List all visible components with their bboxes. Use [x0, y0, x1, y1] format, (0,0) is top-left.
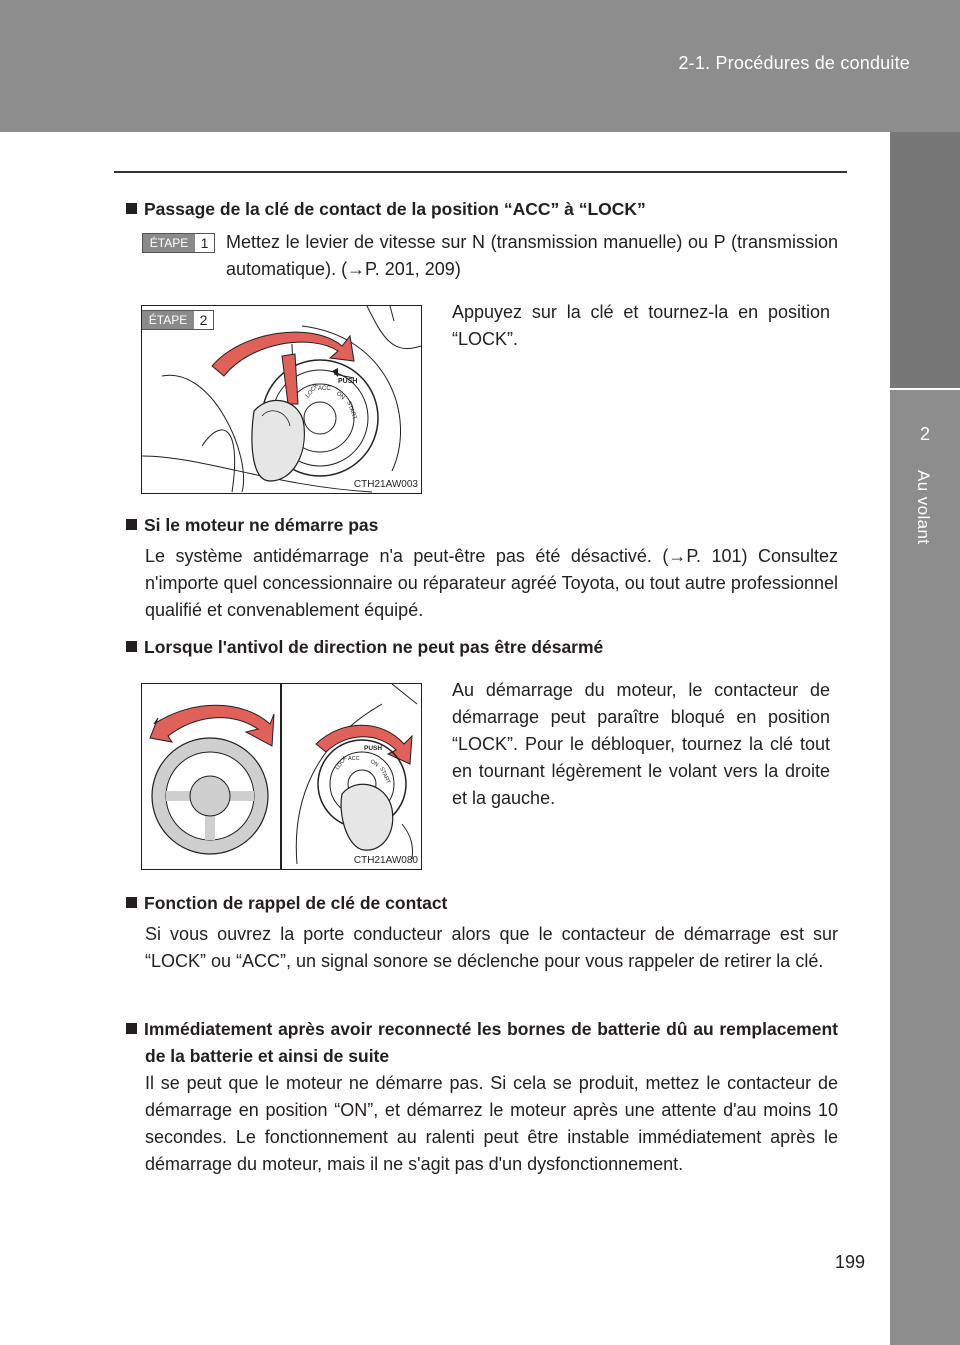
figure-steering-wheel: [141, 683, 422, 870]
bullet-square-icon: [126, 641, 137, 652]
section-heading-key-reminder: Fonction de rappel de clé de contact: [126, 893, 447, 914]
step-badge-1: ÉTAPE 1: [142, 233, 215, 253]
fig2-label-start: START: [378, 766, 392, 785]
section-body-steering-lock: Au démarrage du moteur, le contacteur de démarrage peut paraître bloqué en position “LOCK”. Pour le débloquer, tournez la clé tout en tournant légèrement le volant vers la droite et la gauche.: [452, 680, 830, 808]
fig2-label-acc: ACC: [348, 756, 360, 762]
bullet-square-icon: [126, 897, 137, 908]
step-1-text: Mettez le levier de vitesse sur N (transmission manuelle) ou P (transmission automatique). (→P. 201, 209): [226, 232, 838, 279]
fig1-label-lock: LOCK: [304, 382, 321, 400]
section-heading-battery: Immédiatement après avoir reconnecté les bornes de batterie dû au remplacement de la batterie et ainsi de suite: [126, 1016, 838, 1070]
section-heading-steering-lock: Lorsque l'antivol de direction ne peut pas être désarmé: [126, 637, 603, 658]
section-title: 2-1. Procédures de conduite: [678, 53, 910, 73]
bullet-square-icon: [126, 519, 137, 530]
fig1-label-acc: ACC: [318, 386, 331, 392]
fig2-label-push: PUSH: [364, 745, 383, 752]
step-badge-2: ÉTAPE 2: [142, 310, 214, 330]
chapter-tab: [890, 132, 960, 1345]
bullet-square-icon: [126, 203, 137, 214]
fig1-label-on: ON: [334, 390, 346, 402]
figure-code-1: CTH21AW003: [353, 479, 418, 490]
figure-key-turn: [141, 305, 422, 494]
figure-code-2: CTH21AW080: [353, 855, 418, 866]
section-body-battery: Il se peut que le moteur ne démarre pas. Si cela se produit, mettez le contacteur de démarrage en position “ON”, et démarrez le moteur après une attente d'au moins 10 secondes. Le fonctionnement au ralenti peut être instable immédiatement après le démarrage du moteur, mais il ne s'agit pas d'un dysfonctionnement.: [145, 1073, 838, 1174]
fig2-label-on: ON: [368, 758, 380, 769]
step-2-text: Appuyez sur la clé et tournez-la en position “LOCK”.: [452, 302, 830, 349]
section-heading-no-start: Si le moteur ne démarre pas: [126, 515, 378, 536]
bullet-square-icon: [126, 1023, 137, 1034]
top-rule: [114, 171, 847, 173]
chapter-title: Au volant: [914, 470, 933, 545]
section-heading-lock: Passage de la clé de contact de la position “ACC” à “LOCK”: [126, 199, 646, 220]
chapter-number: 2: [919, 424, 930, 444]
page-number: 199: [835, 1252, 866, 1272]
fig1-label-start: START: [345, 400, 358, 421]
section-body-no-start: Le système antidémarrage n'a peut-être pas été désactivé. (→P. 101) Consultez n'importe quel concessionnaire ou réparateur agréé Toyota, ou tout autre professionnel qualifié et convenablement équipé.: [145, 546, 838, 620]
fig1-label-push: PUSH: [338, 378, 358, 385]
fig2-label-lock: LOCK: [334, 755, 349, 772]
page-header: [0, 0, 960, 132]
chapter-tab-divider: [890, 388, 960, 390]
section-body-key-reminder: Si vous ouvrez la porte conducteur alors que le contacteur de démarrage est sur “LOCK” ou “ACC”, un signal sonore se déclenche pour vous rappeler de retirer la clé.: [145, 924, 838, 971]
